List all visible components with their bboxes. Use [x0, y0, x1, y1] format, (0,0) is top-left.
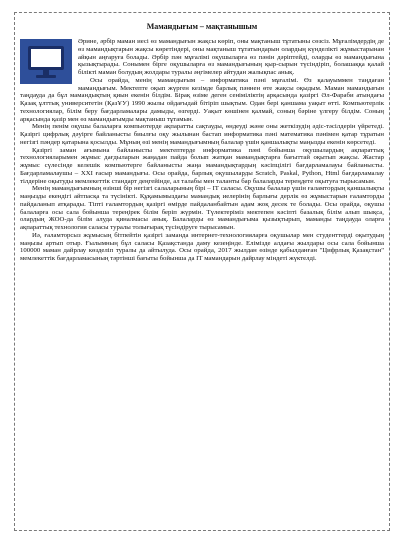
paragraph: Менің пенім оқушы балаларға компьютерде ақпаратты сақтауды, өндеуді және оны жеткізудің әдіс-тәсілдерін үйретеді. Қазіргі цифрлық дәуірге байланысты биылғы оқу жылынан бастап информатика пәні математика пәнімен қатар тұратын негізгі пәндер қатарына қосылды. Мұның өзі менің мамандығымның балалар үшін қаншалықты маңызды екенін көрсетеді.	[20, 123, 384, 146]
document-body	[20, 38, 384, 263]
paragraph: Қазіргі заман ағымына байланысты мектептерде информатика пәні бойынша оқушылардың ақпараттық технологияларымен жұмыс дағдыларын жаңадан пайда болып жатқан мамандықтарға бағыттай оқытып жақсы. Жастар жұмыс сүлесінде келешік компьютерге байланысты жаңа мамандықтардың кәсіпцілігі бағдарламалауы байланысты. Бағдарламалаушы – XXI ғасыр мамандығы. Осы орайда, барлық оқушыларды Scratch, Paskal, Python, Html бағдарламалау тілдеріне оқытуды мемлекеттік стандарт деңгейінде, ал талабы мен таланты бар балаларды тереңдете оқытуға тырысамын.	[20, 146, 384, 185]
paragraph: Осы орайда, менің мамандығым – информатика пәні мұғалімі. Өз қалауыммен таңдаған мамандығым. Мектепте оқып жүрген кезімде барлық пәннен өте жақсы оқыдым. Маман мамандығын таңдауда да бұл мамандықтың қиын екенін білдім. Бірақ өзіме деген сеніміліктің арқасында қазіргі Әл-Фараби атындағы Қазақ ұлттық университетін (ҚазҰУ) 1990 жылы ойдағыдай бітіріп шықтым. Одан бері қаншама уақыт өтті. Компьютерлік технологиялар, білім беру бағдарламалары дамыды, өзгерді. Уақыт көшінен қалмай, соның бәріне үлгеру білдім. Соның арқасында қазір мен өз мамандығымды мақтаныш тұтамын.	[20, 76, 384, 123]
paragraph: Иә, ғаламторсыз жұмысың бітпейтін қазіргі заманда интернет-технологияларға оқушылар мен студенттерді оқытудың маңызы артып отыр. Ғылымның бұл саласы Қазақстанда даму кезеңінде. Елімізде алдағы жылдары осы сала бойынша 100000 маман дайрлау көзделіп туралы да айтылуда. Осы орайда, 2017 жылдан өзінде қабылданған "Цифрлық Қазақстан" мемлекеттік бағдарламасының тәртінші бағыты бойынша да ІТ мамандарын дайрлау міндеті жүктелді.	[20, 231, 384, 262]
paragraph: Әрине, әрбір маман иесі өз мамандығын жақсы көріп, оны мақтаныш тұтатыны сөзсіз. Мұғалімдердің де өз мамандықтарын жақсы көретіндері, оны мақтаныш тұтатындарын олардың күнделікті жұмыстарынан айқын аңғаруға болады. Әрбір пән мұғалімі оқушыларға өз пәнін дәріптейді, оларды өз мамандығына қызықтырады. Сонымен бірге оқушыларға өз мамандығының қыр-сырын түсіндіріп, болашаққа қалай білікті маман болудың жолдары туралы әңгімелер айтудан жалықпас анық.	[78, 38, 384, 76]
document-title: Мамандығым – мақтанышым	[146, 22, 258, 31]
computer-monitor-icon	[20, 39, 72, 84]
paragraph: Менің мамандығымның өзінші бір негізгі салаларының бірі – ІТ саласы. Оқушы балалар үшін ғаламтордың қаншалықты маңызды екендігі айтпасқа та түсінікті. Құқамымыздағы мамандық иелерінің барлығы дерлік өз жұмыстарын ғаламторды пайдаланып атқарады. Тіпті ғаламтордың қазіргі өмірде пайдаланбайтын адам жоқ десек те болады. Осы орайда, оқушы балаларға осы сала бойынша тереңірек білім беріп жүрмін. Түлектеріміз мектепен кәсіпті базалық білім алып шықса, олардың ЖОО-да білім алуда қиналмасы анық. Балаларды өз мамандығыма қызықтырып, маманды таңдауда оларға ақпараттық технология саласы туралы толығырақ түсіндіруге тырысамын.	[20, 185, 384, 231]
page-border-frame	[14, 12, 390, 531]
